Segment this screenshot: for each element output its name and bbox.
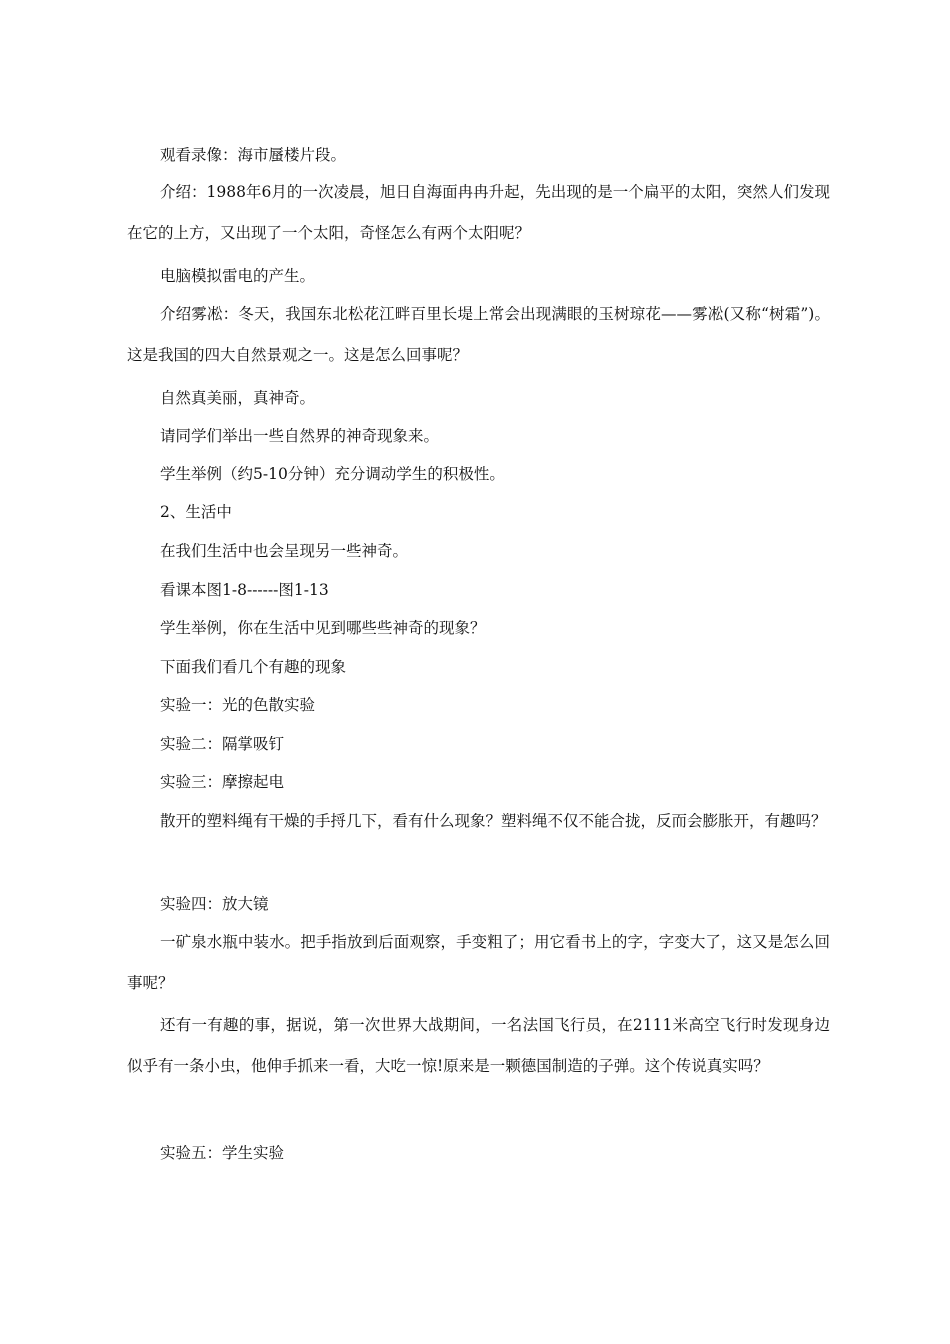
paragraph-15: 实验三：摩擦起电 (160, 773, 285, 791)
paragraph-14: 实验二：隔掌吸钉 (160, 735, 285, 753)
paragraph-5: 自然真美丽，真神奇。 (160, 389, 316, 407)
paragraph-20: 实验五：学生实验 (160, 1144, 285, 1162)
paragraph-16: 散开的塑料绳有干燥的手捋几下，看有什么现象？塑料绳不仅不能合拢，反而会膨胀开，有趣吗？ (160, 812, 827, 830)
paragraph-18: 一矿泉水瓶中装水。把手指放到后面观察，手变粗了；用它看书上的字，字变大了，这又是怎么回事呢？ (127, 933, 830, 992)
paragraph-9: 在我们生活中也会呈现另一些神奇。 (160, 542, 409, 560)
paragraph-8: 2、生活中 (160, 503, 232, 521)
paragraph-7: 学生举例（约5-10分钟）充分调动学生的积极性。 (160, 465, 505, 483)
paragraph-19: 还有一有趣的事，据说，第一次世界大战期间，一名法国飞行员，在2111米高空飞行时发现身边似乎有一条小虫，他伸手抓来一看，大吃一惊!原来是一颗德国制造的子弹。这个传说真实吗？ (127, 1016, 830, 1075)
paragraph-4: 介绍雾凇：冬天，我国东北松花江畔百里长堤上常会出现满眼的玉树琼花——雾凇(又称“树霜”)。这是我国的四大自然景观之一。这是怎么回事呢？ (127, 305, 830, 364)
paragraph-13: 实验一：光的色散实验 (160, 696, 316, 714)
paragraph-17: 实验四：放大镜 (160, 895, 269, 913)
paragraph-10: 看课本图1-8------图1-13 (160, 581, 329, 599)
paragraph-12: 下面我们看几个有趣的现象 (160, 658, 347, 676)
paragraph-2: 介绍：1988年6月的一次凌晨，旭日自海面冉冉升起，先出现的是一个扁平的太阳，突然人们发现在它的上方，又出现了一个太阳，奇怪怎么有两个太阳呢？ (127, 183, 830, 242)
paragraph-6: 请同学们举出一些自然界的神奇现象来。 (160, 427, 440, 445)
paragraph-3: 电脑模拟雷电的产生。 (160, 267, 316, 285)
paragraph-1: 观看录像：海市蜃楼片段。 (160, 146, 347, 164)
paragraph-11: 学生举例，你在生活中见到哪些些神奇的现象？ (160, 619, 486, 637)
